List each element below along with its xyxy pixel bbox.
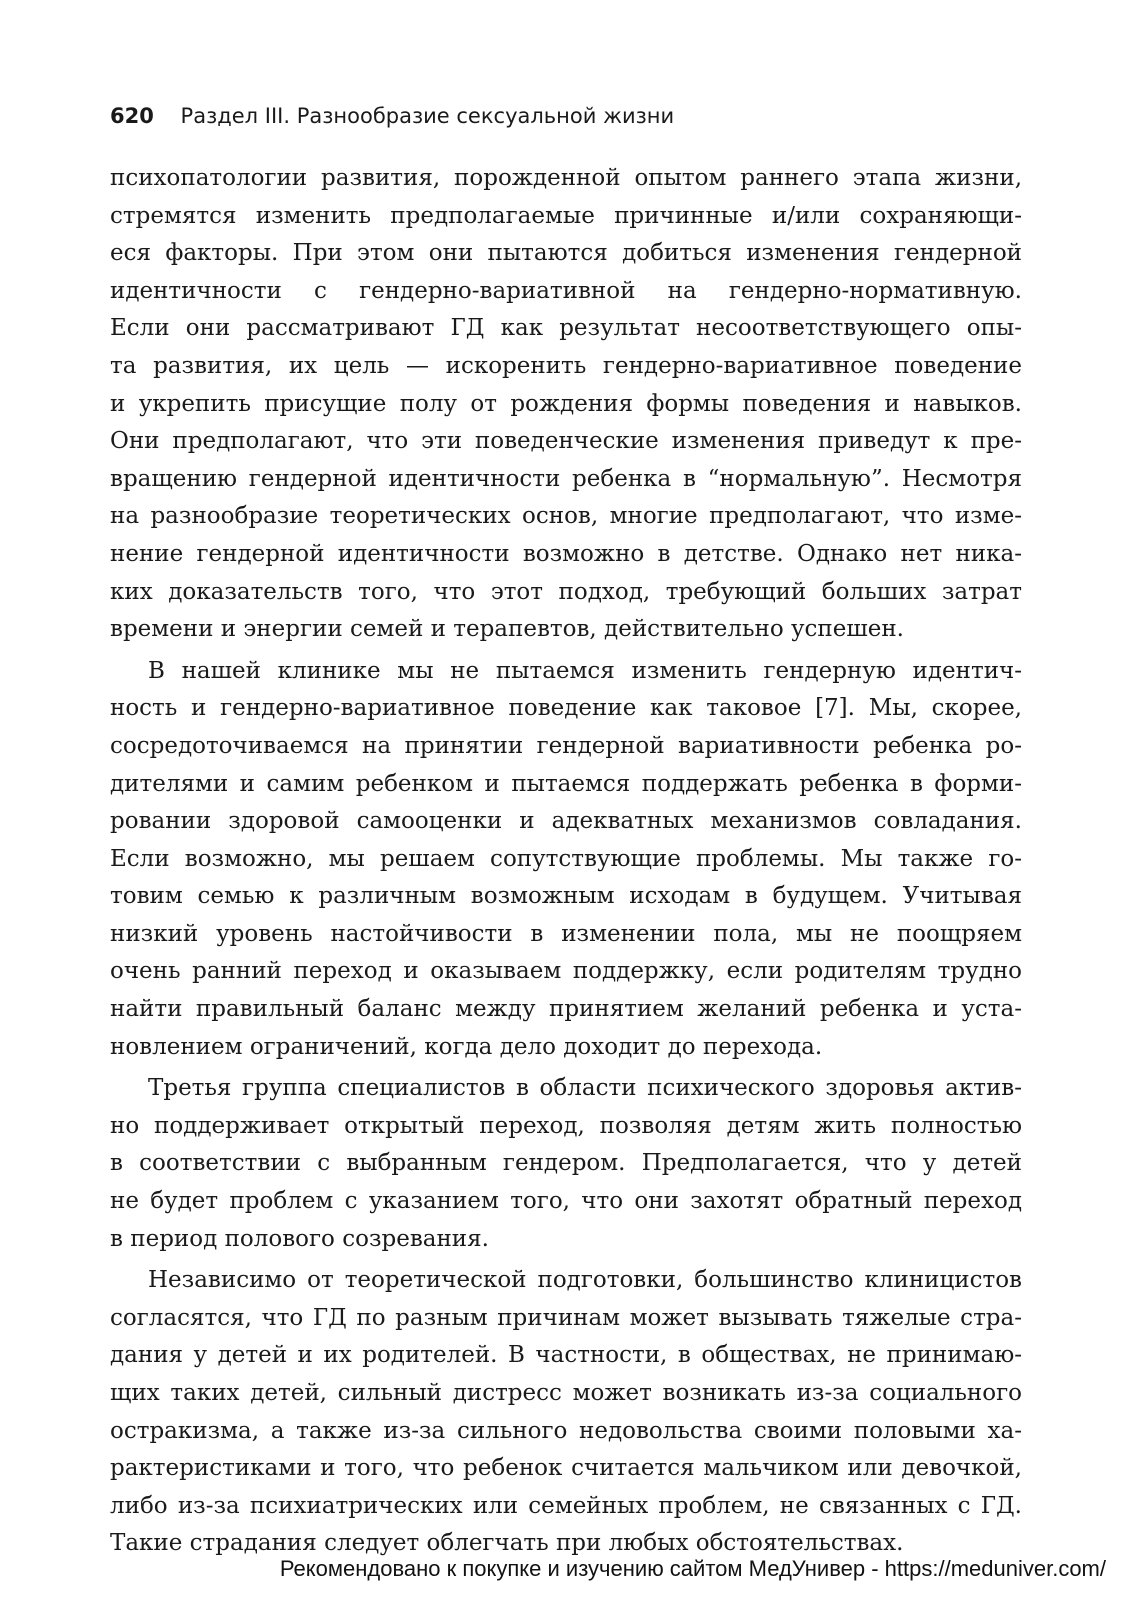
text-line: идентичности с гендерно-вариативной на гендерно-нормативную.: [110, 277, 1022, 304]
text-line: ровании здоровой самооценки и адекватных механизмов совладания.: [110, 808, 1022, 835]
text-line: дания у детей и их родителей. В частности, в обществах, не принимаю-: [110, 1342, 1022, 1369]
text-line: в соответствии с выбранным гендером. Предполагается, что у детей: [110, 1150, 1022, 1177]
text-line: и укрепить присущие полу от рождения формы поведения и навыков.: [110, 390, 1022, 417]
text-line: щих таких детей, сильный дистресс может возникать из-за социального: [110, 1380, 1022, 1406]
running-title: Раздел III. Разнообразие сексуальной жизни: [180, 104, 675, 128]
text-line: Такие страдания следует облегчать при любых обстоятельствах.: [110, 1530, 904, 1557]
text-line: согласятся, что ГД по разным причинам может вызывать тяжелые стра-: [110, 1304, 1022, 1331]
text-line: рактеристиками и того, что ребенок считается мальчиком или девочкой,: [110, 1455, 1022, 1482]
text-line: нение гендерной идентичности возможно в детстве. Однако нет ника-: [110, 540, 1022, 567]
paragraph-3: [110, 1070, 1022, 1258]
text-line: очень ранний переход и оказываем поддержку, если родителям трудно: [110, 958, 1022, 985]
text-line: сосредоточиваемся на принятии гендерной вариативности ребенка ро-: [110, 732, 1022, 759]
body-text: [110, 160, 1022, 1563]
text-line: времени и энергии семей и терапевтов, действительно успешен.: [110, 616, 904, 643]
text-line: Если они рассматривают ГД как результат несоответствующего опы-: [110, 315, 1022, 342]
text-line: психопатологии развития, порожденной опытом раннего этапа жизни,: [110, 165, 1022, 191]
page-number: 620: [110, 104, 154, 128]
paragraph-1: [110, 160, 1022, 649]
text-line: но поддерживает открытый переход, позволяя детям жить полностью: [110, 1112, 1022, 1139]
text-line: еся факторы. При этом они пытаются добиться изменения гендерной: [110, 240, 1022, 267]
text-line: Независимо от теоретической подготовки, большинство клиницистов: [148, 1267, 1022, 1294]
text-line: Они предполагают, что эти поведенческие изменения приведут к пре-: [110, 428, 1022, 455]
paragraph-2: [110, 653, 1022, 1067]
text-line: в период полового созревания.: [110, 1225, 489, 1252]
text-line: Третья группа специалистов в области психического здоровья актив-: [148, 1075, 1022, 1102]
text-line: товим семью к различным возможным исходам в будущем. Учитывая: [110, 883, 1022, 910]
text-line: та развития, их цель — искоренить гендерно-вариативное поведение: [110, 352, 1022, 379]
text-line: ность и гендерно-вариативное поведение как таковое [7]. Мы, скорее,: [110, 695, 1022, 722]
text-line: Если возможно, мы решаем сопутствующие проблемы. Мы также го-: [110, 845, 1022, 872]
text-line: на разнообразие теоретических основ, многие предполагают, что изме-: [110, 503, 1022, 530]
text-line: стремятся изменить предполагаемые причинные и/или сохраняющи-: [110, 202, 1022, 229]
text-line: либо из-за психиатрических или семейных проблем, не связанных с ГД.: [110, 1492, 1022, 1519]
page-header: [110, 103, 674, 129]
footer-watermark: Рекомендовано к покупке и изучению сайтом МедУнивер - https://meduniver.com/: [279, 1556, 1106, 1581]
text-line: не будет проблем с указанием того, что они захотят обратный переход: [110, 1188, 1022, 1215]
paragraph-4: [110, 1262, 1022, 1563]
text-line: новлением ограничений, когда дело доходит до перехода.: [110, 1033, 823, 1060]
text-line: найти правильный баланс между принятием желаний ребенка и уста-: [110, 996, 1022, 1023]
text-line: остракизма, а также из-за сильного недовольства своими половыми ха-: [110, 1417, 1022, 1444]
text-line: В нашей клинике мы не пытаемся изменить гендерную идентич-: [148, 657, 1022, 684]
text-line: дителями и самим ребенком и пытаемся поддержать ребенка в форми-: [110, 770, 1022, 797]
text-line: низкий уровень настойчивости в изменении пола, мы не поощряем: [110, 920, 1022, 947]
text-line: ких доказательств того, что этот подход, требующий больших затрат: [110, 578, 1022, 605]
text-line: вращению гендерной идентичности ребенка в “нормальную”. Несмотря: [110, 465, 1022, 492]
